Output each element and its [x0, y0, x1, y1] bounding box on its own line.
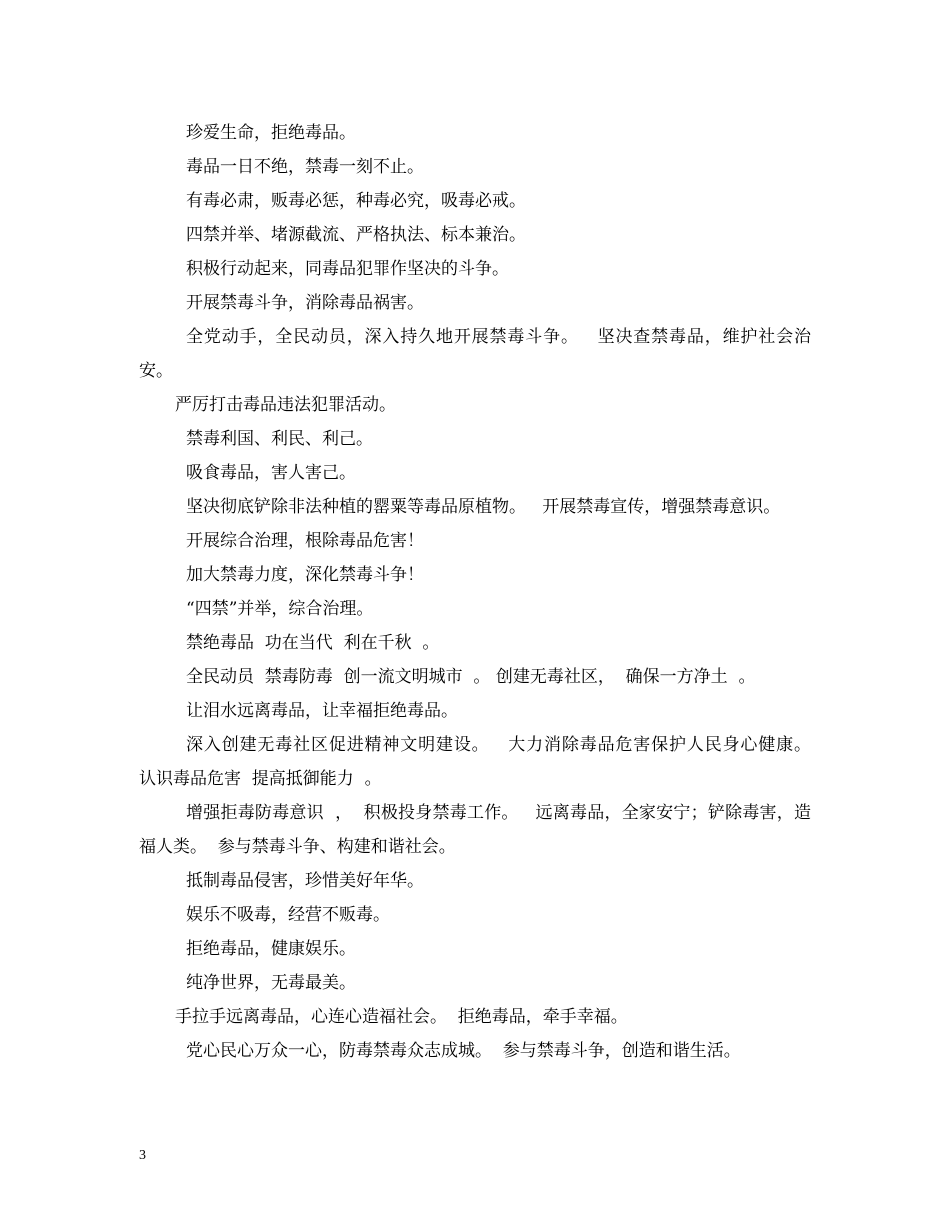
- paragraph: 有毒必肃，贩毒必惩，种毒必究，吸毒必戒。: [186, 191, 526, 211]
- paragraph: 吸食毒品，害人害己。: [186, 463, 356, 483]
- paragraph: 开展禁毒斗争，消除毒品祸害。: [186, 293, 424, 313]
- paragraph: 抵制毒品侵害，珍惜美好年华。: [186, 871, 424, 891]
- paragraph: 珍爱生命，拒绝毒品。: [186, 123, 356, 143]
- paragraph: 积极行动起来，同毒品犯罪作坚决的斗争。: [186, 259, 509, 279]
- paragraph: 加大禁毒力度，深化禁毒斗争！: [186, 565, 424, 585]
- paragraph: 全党动手，全民动员，深入持久地开展禁毒斗争。 坚决查禁毒品，维护社会治安。: [139, 327, 811, 381]
- paragraph: 深入创建无毒社区促进精神文明建设。 大力消除毒品危害保护人民身心健康。 认识毒品危害 提高抵御能力 。: [139, 735, 828, 789]
- paragraph: 党心民心万众一心，防毒禁毒众志成城。 参与禁毒斗争，创造和谐生活。: [186, 1041, 741, 1061]
- paragraph: 禁绝毒品 功在当代 利在千秋 。: [186, 633, 440, 653]
- paragraph: 拒绝毒品，健康娱乐。: [186, 939, 356, 959]
- paragraph: 毒品一日不绝，禁毒一刻不止。: [186, 157, 424, 177]
- paragraph: 开展综合治理，根除毒品危害！: [186, 531, 424, 551]
- paragraph: 手拉手远离毒品，心连心造福社会。 拒绝毒品，牵手幸福。: [175, 1007, 628, 1027]
- document-body: [139, 116, 828, 1068]
- paragraph: “四禁”并举，综合治理。: [186, 599, 374, 619]
- paragraph: 让泪水远离毒品，让幸福拒绝毒品。: [186, 701, 458, 721]
- page-number: 3: [139, 1148, 146, 1163]
- paragraph: 严厉打击毒品违法犯罪活动。: [175, 395, 396, 415]
- paragraph: 坚决彻底铲除非法种植的罂粟等毒品原植物。 开展禁毒宣传，增强禁毒意识。: [186, 497, 781, 517]
- paragraph: 娱乐不吸毒，经营不贩毒。: [186, 905, 390, 925]
- paragraph: 纯净世界，无毒最美。: [186, 973, 356, 993]
- paragraph: 四禁并举、堵源截流、严格执法、标本兼治。: [186, 225, 526, 245]
- paragraph: 全民动员 禁毒防毒 创一流文明城市 。 创建无毒社区， 确保一方净土 。: [186, 667, 756, 687]
- paragraph: 增强拒毒防毒意识 ， 积极投身禁毒工作。 远离毒品，全家安宁；铲除毒害，造福人类。 参与禁毒斗争、构建和谐社会。: [139, 803, 811, 857]
- paragraph: 禁毒利国、利民、利己。: [186, 429, 373, 449]
